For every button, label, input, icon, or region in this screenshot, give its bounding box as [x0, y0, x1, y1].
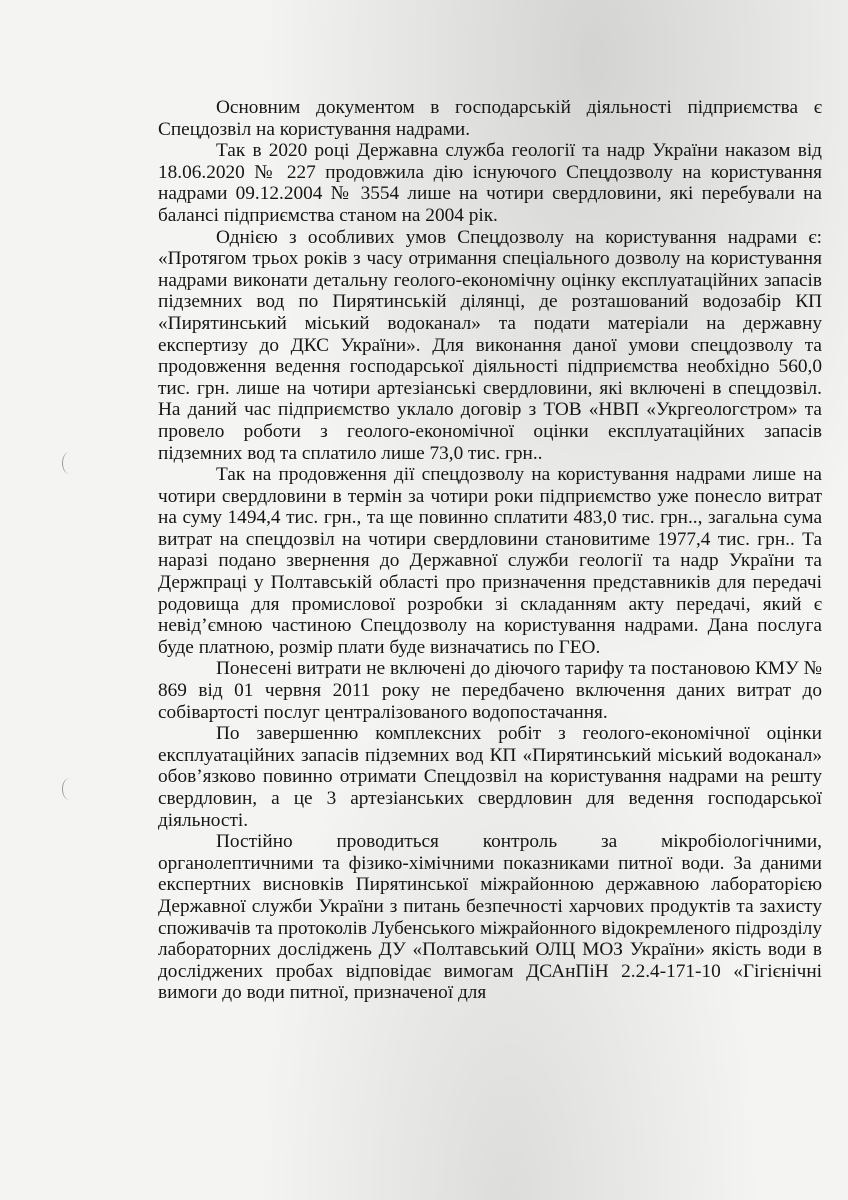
paragraph: Так в 2020 році Державна служба геології та надр України наказом від 18.06.2020 № 227 продовжила дію існуючого Спецдозволу на користування надрами 09.12.2004 № 3554 лише на чотири свердловини, які перебували на балансі підприємства станом на 2004 рік.: [158, 140, 822, 226]
paragraph: Так на продовження дії спецдозволу на користування надрами лише на чотири свердловини в термін за чотири роки підприємство уже понесло витрат на суму 1494,4 тис. грн., та ще повинно сплатити 483,0 тис. грн.., загальна сума витрат на спецдозвіл на чотири свердловини становитиме 1977,4 тис. грн.. Та наразі подано звернення до Державної служби геології та надр України та Держпраці у Полтавській області про призначення представників для передачі родовища для промислової розробки зі складанням акту передачі, який є невід’ємною частиною Спецдозволу на користування надрами. Дана послуга буде платною, розмір плати буде визначатись по ГЕО.: [158, 464, 822, 658]
paragraph: Основним документом в господарській діяльності підприємства є Спецдозвіл на користування надрами.: [158, 97, 822, 140]
paragraph: Понесені витрати не включені до діючого тарифу та постановою КМУ № 869 від 01 червня 2011 року не передбачено включення даних витрат до собівартості послуг централізованого водопостачання.: [158, 658, 822, 723]
paragraph: По завершенню комплексних робіт з геолого-економічної оцінки експлуатаційних запасів підземних вод КП «Пирятинський міський водоканал» обов’язково повинно отримати Спецдозвіл на користування надрами на решту свердловин, а це 3 артезіанських свердловин для ведення господарської діяльності.: [158, 723, 822, 831]
punch-hole-mark: [62, 452, 77, 474]
paragraph: Однією з особливих умов Спецдозволу на користування надрами є: «Протягом трьох років з часу отримання спеціального дозволу на користування надрами виконати детальну геолого-економічну оцінку експлуатаційних запасів підземних вод по Пирятинській ділянці, де розташований водозабір КП «Пирятинський міський водоканал» та подати матеріали на державну експертизу до ДКС України». Для виконання даної умови спецдозволу та продовження ведення господарської діяльності підприємства необхідно 560,0 тис. грн. лише на чотири артезіанські свердловини, які включені в спецдозвіл. На даний час підприємство уклало договір з ТОВ «НВП «Укргеологстром» та провело роботи з геолого-економічної оцінки експлуатаційних запасів підземних вод та сплатило лише 73,0 тис. грн..: [158, 226, 822, 464]
punch-hole-mark: [62, 778, 77, 800]
document-body: [158, 97, 822, 1004]
paragraph: Постійно проводиться контроль за мікробіологічними, органолептичними та фізико-хімічними показниками питної води. За даними експертних висновків Пирятинської міжрайонною державною лабораторією Державної служби України з питань безпечності харчових продуктів та захисту споживачів та протоколів Лубенського міжрайонного відокремленого підрозділу лабораторних досліджень ДУ «Полтавський ОЛЦ МОЗ України» якість води в досліджених пробах відповідає вимогам ДСАнПіН 2.2.4-171-10 «Гігієнічні вимоги до води питної, призначеної для: [158, 831, 822, 1004]
